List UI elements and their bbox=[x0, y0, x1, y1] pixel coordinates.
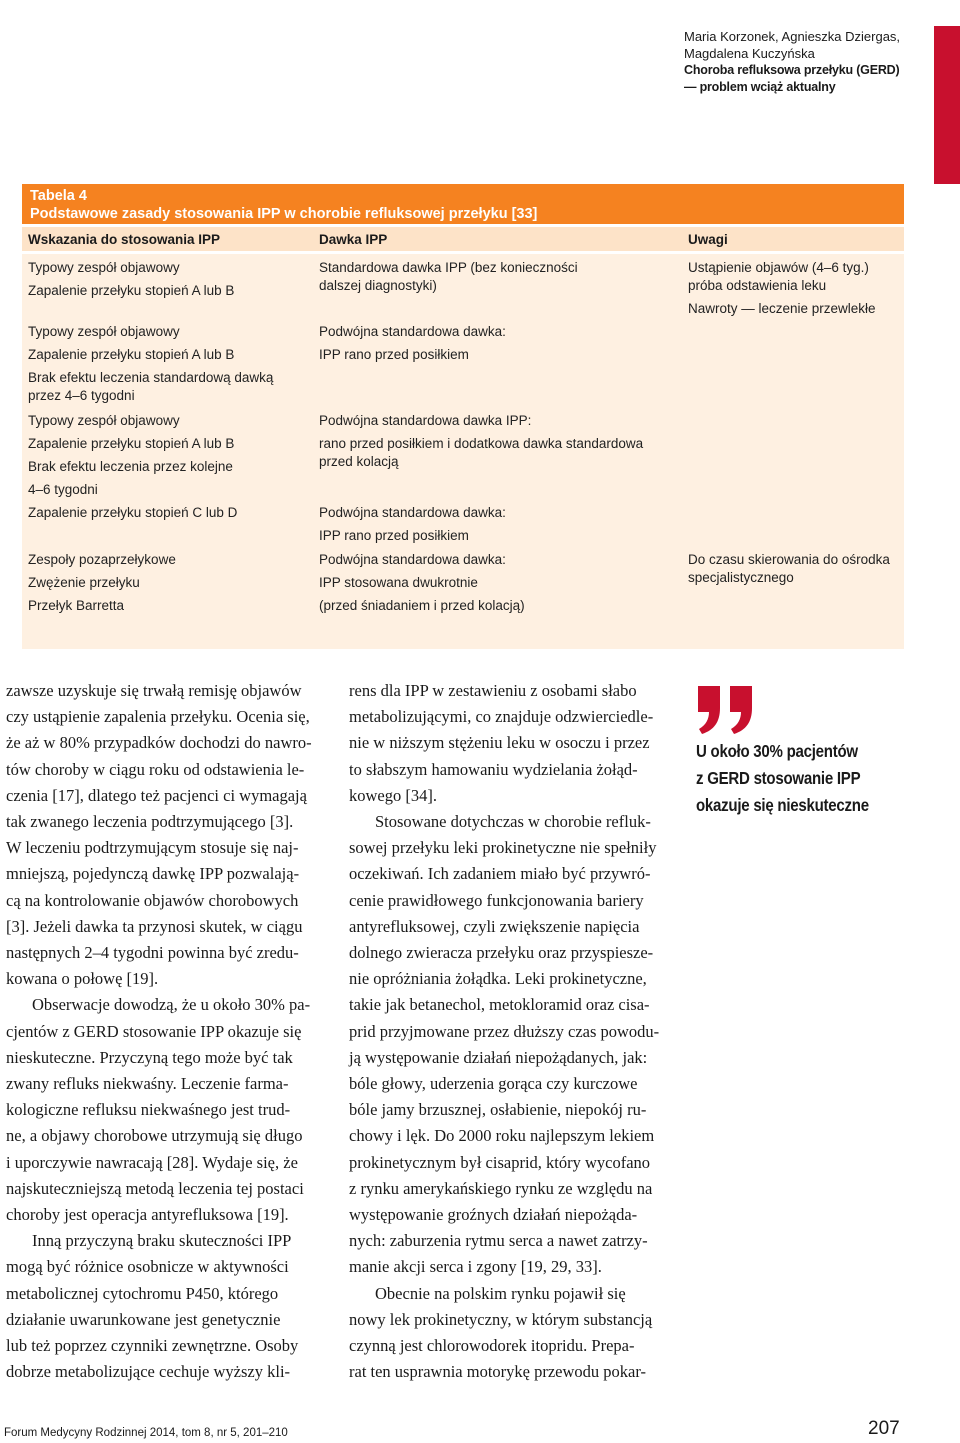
table-cell: IPP rano przed posiłkiem bbox=[319, 528, 469, 543]
text-line: rens dla IPP w zestawieniu z osobami słabo bbox=[349, 681, 637, 700]
text-line: kologiczne refluksu niekwaśnego jest trud- bbox=[6, 1100, 291, 1120]
text-line: działanie uwarunkowane jest genetycznie bbox=[6, 1309, 281, 1329]
text-line: Obserwacje dowodzą, że u około 30% pa- bbox=[32, 995, 311, 1015]
table-cell: próba odstawienia leku bbox=[688, 278, 827, 293]
table-title: Podstawowe zasady stosowania IPP w chorobie refluksowej przełyku [33] bbox=[30, 206, 538, 222]
text-line: manie akcji serca i zgony [19, 29, 33]. bbox=[349, 1257, 602, 1277]
table-cell: IPP rano przed posiłkiem bbox=[319, 347, 469, 362]
table-cell: Typowy zespół objawowy bbox=[28, 324, 180, 339]
text-line: dolnego zwieracza przełyku oraz przyspiesze- bbox=[349, 943, 654, 963]
text-line: antyrefluksowej, czyli zwiększenie napięcia bbox=[349, 916, 640, 936]
text-line: cjentów z GERD stosowanie IPP okazuje się bbox=[6, 1021, 302, 1041]
body-column-right bbox=[349, 678, 672, 1385]
table-cell: Do czasu skierowania do ośrodka bbox=[688, 552, 890, 567]
text-line: tów choroby w ciągu roku od odstawienia le- bbox=[6, 759, 305, 779]
text-line: Inną przyczyną braku skuteczności IPP bbox=[32, 1231, 292, 1251]
text-line: prokinetycznym był cisaprid, który wycofano bbox=[349, 1152, 651, 1172]
text-line: lub też poprzez czynniki zewnętrzne. Osoby bbox=[6, 1336, 299, 1356]
paragraph bbox=[6, 992, 329, 1228]
table-cell: Podwójna standardowa dawka IPP: bbox=[319, 413, 532, 428]
table-cell: Brak efektu leczenia standardową dawką bbox=[28, 370, 274, 385]
table-cell: Typowy zespół objawowy bbox=[28, 413, 180, 428]
table-cell: Podwójna standardowa dawka: bbox=[319, 505, 506, 520]
text-line: oczekiwań. Ich zadaniem miało być przywró- bbox=[349, 864, 651, 884]
paragraph bbox=[6, 1228, 329, 1385]
table-cell: specjalistycznego bbox=[688, 570, 794, 585]
text-line: rat ten usprawnia motorykę przewodu pokar- bbox=[349, 1362, 647, 1382]
text-line: zwany refluks niekwaśny. Leczenie farma- bbox=[6, 1074, 289, 1094]
text-line: bóle jamy brzusznej, osłabienie, niepokój ru- bbox=[349, 1100, 647, 1120]
table-cell: Podwójna standardowa dawka: bbox=[319, 324, 506, 339]
text-line: choroby jest operacja antyrefluksowa [19]. bbox=[6, 1205, 289, 1225]
text-line: metabolicznej cytochromu P450, którego bbox=[6, 1283, 279, 1303]
text-line: kowego [34]. bbox=[349, 785, 437, 805]
pull-quote bbox=[696, 686, 906, 819]
text-line: czenia [17], dlatego też pacjenci ci wymagają bbox=[6, 785, 307, 805]
paragraph bbox=[349, 678, 672, 809]
text-line: nie opróżniania żołądka. Leki prokinetyczne, bbox=[349, 969, 647, 989]
quote-mark-icon bbox=[696, 686, 756, 734]
table-cell: Standardowa dawka IPP (bez konieczności bbox=[319, 260, 578, 275]
table-column-headers bbox=[22, 227, 904, 251]
text-line: że aż w 80% przypadków dochodzi do nawro- bbox=[6, 733, 312, 753]
text-line: takie jak betanechol, metokloramid oraz cisa- bbox=[349, 995, 650, 1015]
paragraph bbox=[6, 678, 329, 992]
page-number: 207 bbox=[868, 1418, 900, 1439]
text-line: [3]. Jeżeli dawka ta przynosi skutek, w ciągu bbox=[6, 916, 303, 936]
table-cell: dalszej diagnostyki) bbox=[319, 278, 437, 293]
table-cell: przed kolacją bbox=[319, 454, 399, 469]
header-authors-line: Maria Korzonek, Agnieszka Dziergas, bbox=[684, 29, 901, 44]
column-header-indications: Wskazania do stosowania IPP bbox=[28, 232, 221, 247]
text-line: nowy lek prokinetyczny, w którym substancją bbox=[349, 1309, 653, 1329]
text-line: następnych 2–4 tygodni powinna być zredu- bbox=[6, 943, 299, 963]
text-line: mogą być różnice osobnicze w aktywności bbox=[6, 1257, 289, 1277]
text-line: nieskuteczne. Przyczyną tego może być tak bbox=[6, 1047, 293, 1067]
table-cell: IPP stosowana dwukrotnie bbox=[319, 575, 478, 590]
column-header-dose: Dawka IPP bbox=[319, 232, 388, 247]
text-line: czy ustąpienie zapalenia przełyku. Ocenia się, bbox=[6, 707, 310, 727]
text-line: najskuteczniejszą metodą leczenia tej postaci bbox=[6, 1178, 304, 1198]
text-line: cenie prawidłowego funkcjonowania bariery bbox=[349, 890, 644, 910]
table-cell: Przełyk Barretta bbox=[28, 598, 125, 613]
text-line: czynną jest chlorowodorek itopridu. Prepa- bbox=[349, 1336, 635, 1356]
table-cell: (przed śniadaniem i przed kolacją) bbox=[319, 598, 525, 613]
text-line: mniejszą, pojedynczą dawkę IPP pozwalają- bbox=[6, 864, 300, 884]
table-cell: przez 4–6 tygodni bbox=[28, 388, 135, 403]
text-line: i uporczywie nawracają [28]. Wydaje się, że bbox=[6, 1152, 298, 1172]
table-cell: Zwężenie przełyku bbox=[28, 575, 140, 590]
text-line: prid przyjmowane przez dłuższy czas powodu- bbox=[349, 1021, 660, 1041]
text-line: chowy i lęk. Do 2000 roku najlepszym lekiem bbox=[349, 1126, 655, 1146]
text-line: nie w niższym stężeniu leku w osoczu i przez bbox=[349, 733, 650, 753]
table-label: Tabela 4 bbox=[30, 188, 87, 204]
table-cell: Typowy zespół objawowy bbox=[28, 260, 180, 275]
table-cell: Zespoły pozaprzełykowe bbox=[28, 552, 176, 567]
text-line: cą na kontrolowanie objawów chorobowych bbox=[6, 890, 299, 910]
page-edge-red-tab bbox=[934, 26, 960, 184]
text-line: ją występowanie działań niepożądanych, jak: bbox=[349, 1047, 648, 1067]
text-line: bóle głowy, uderzenia gorąca czy kurczowe bbox=[349, 1074, 638, 1094]
pull-quote-line: z GERD stosowanie IPP bbox=[696, 768, 861, 788]
paragraph bbox=[349, 1281, 672, 1386]
text-line: występowanie groźnych działań niepożąda- bbox=[349, 1205, 638, 1225]
text-line: ne, a objawy chorobowe utrzymują się długo bbox=[6, 1126, 303, 1146]
table-caption bbox=[22, 184, 904, 224]
table-cell: rano przed posiłkiem i dodatkowa dawka standardowa bbox=[319, 436, 644, 451]
text-line: z rynku amerykańskiego rynku ze względu na bbox=[349, 1178, 653, 1198]
table-cell: Zapalenie przełyku stopień A lub B bbox=[28, 347, 235, 362]
header-authors-line: Magdalena Kuczyńska bbox=[684, 46, 815, 61]
table-cell: Zapalenie przełyku stopień A lub B bbox=[28, 436, 235, 451]
text-line: nych: zaburzenia rytmu serca a nawet zatrzy- bbox=[349, 1231, 648, 1251]
text-line: W leczeniu podtrzymującym stosuje się naj- bbox=[6, 838, 299, 858]
pull-quote-line: okazuje się nieskuteczne bbox=[696, 795, 869, 815]
pull-quote-line: U około 30% pacjentów bbox=[696, 741, 858, 761]
text-line: to słabszym hamowaniu wydzielania żołąd- bbox=[349, 759, 638, 779]
text-line: kowana o połowę [19]. bbox=[6, 969, 159, 989]
running-header bbox=[684, 28, 900, 96]
text-line: metabolizującymi, co znajduje odzwierciedle- bbox=[349, 707, 654, 727]
body-column-left bbox=[6, 678, 329, 1385]
table-cell: Brak efektu leczenia przez kolejne bbox=[28, 459, 233, 474]
paragraph bbox=[349, 809, 672, 1281]
header-article-title: — problem wciąż aktualny bbox=[684, 80, 836, 94]
text-line: zawsze uzyskuje się trwałą remisję objawów bbox=[6, 681, 302, 700]
table-cell: Ustąpienie objawów (4–6 tyg.) bbox=[688, 260, 869, 275]
text-line: dobrze metabolizujące cechuje wyższy kli- bbox=[6, 1362, 291, 1382]
header-article-title: Choroba refluksowa przełyku (GERD) bbox=[684, 63, 900, 77]
table-cell: Zapalenie przełyku stopień C lub D bbox=[28, 505, 238, 520]
table-cell: Zapalenie przełyku stopień A lub B bbox=[28, 283, 235, 298]
pull-quote-text bbox=[696, 738, 902, 819]
table-cell: 4–6 tygodni bbox=[28, 482, 98, 497]
text-line: tak zwanego leczenia podtrzymującego [3]. bbox=[6, 812, 294, 832]
column-header-notes: Uwagi bbox=[688, 232, 728, 247]
text-line: Obecnie na polskim rynku pojawił się bbox=[375, 1283, 626, 1303]
text-line: sowej przełyku leki prokinetyczne nie spełniły bbox=[349, 838, 657, 858]
table-4 bbox=[22, 184, 904, 649]
footer-journal: Forum Medycyny Rodzinnej 2014, tom 8, nr 5, 201–210 bbox=[4, 1427, 288, 1439]
table-body bbox=[22, 254, 904, 649]
text-line: Stosowane dotychczas w chorobie refluk- bbox=[375, 812, 651, 832]
table-cell: Nawroty — leczenie przewlekłe bbox=[688, 301, 876, 316]
table-cell: Podwójna standardowa dawka: bbox=[319, 552, 506, 567]
